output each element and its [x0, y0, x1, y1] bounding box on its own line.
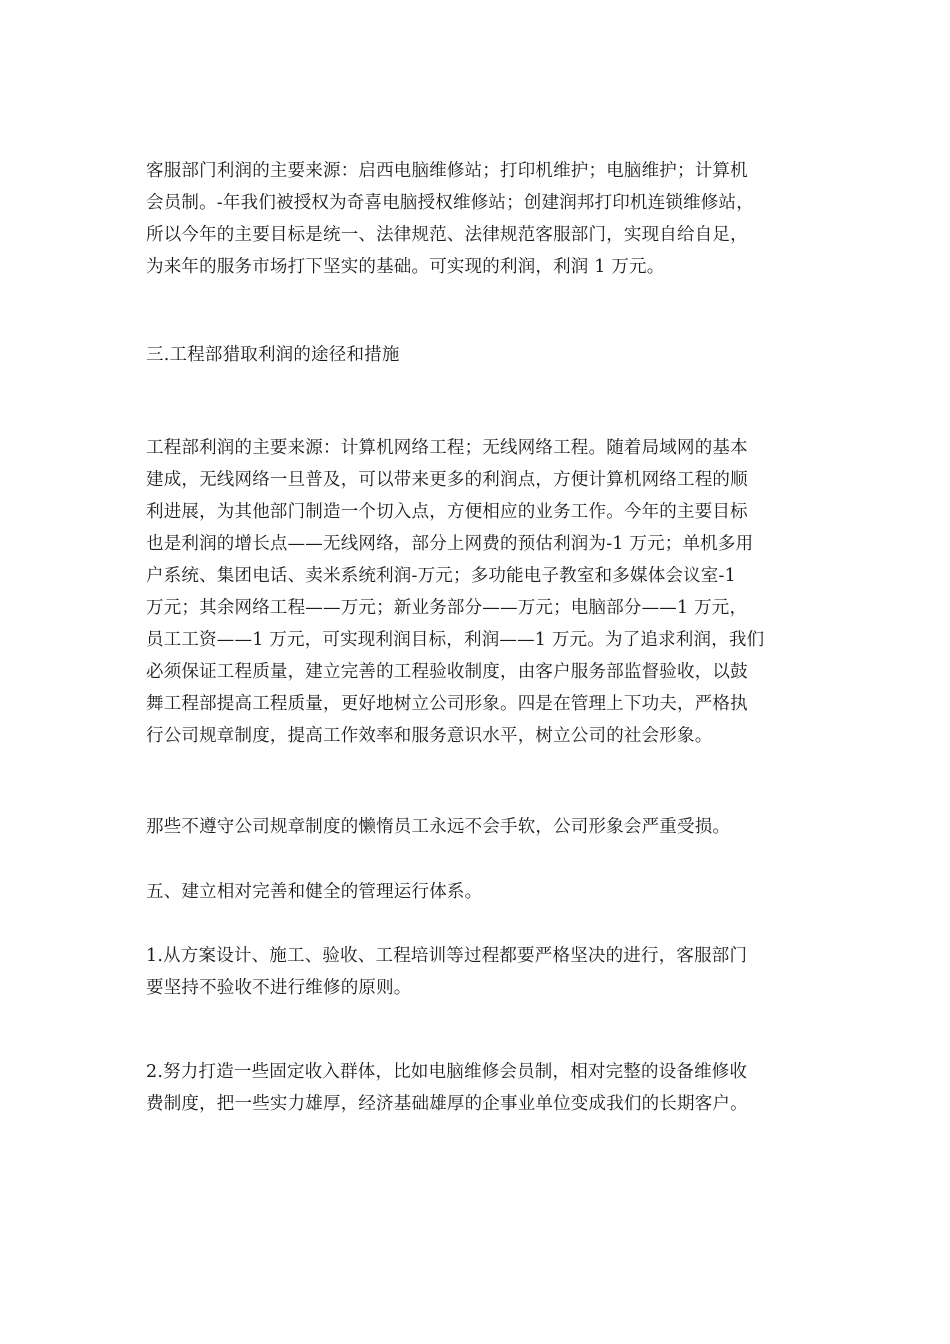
text-line: 建成，无线网络一旦普及，可以带来更多的利润点，方便计算机网络工程的顺 [146, 470, 748, 490]
text-line: 要坚持不验收不进行维修的原则。 [146, 978, 412, 998]
heading-line: 三.工程部猎取利润的途径和措施 [146, 345, 400, 365]
text-line: 行公司规章制度，提高工作效率和服务意识水平，树立公司的社会形象。 [146, 726, 713, 746]
text-line: 那些不遵守公司规章制度的懒惰员工永远不会手软，公司形象会严重受损。 [146, 817, 731, 837]
paragraph-customer-service-profit [146, 155, 808, 283]
paragraph-discipline [146, 811, 808, 843]
text-line: 利进展，为其他部门制造一个切入点，方便相应的业务工作。今年的主要目标 [146, 502, 748, 522]
text-line: 为来年的服务市场打下坚实的基础。可实现的利润，利润 1 万元。 [146, 257, 665, 277]
text-line: 费制度，把一些实力雄厚，经济基础雄厚的企事业单位变成我们的长期客户。 [146, 1094, 748, 1114]
text-line: 万元；其余网络工程——万元；新业务部分——万元；电脑部分——1 万元， [146, 598, 748, 618]
text-line: 1.从方案设计、施工、验收、工程培训等过程都要严格坚决的进行，客服部门 [146, 946, 748, 966]
section-heading-management-system [146, 876, 808, 908]
text-line: 舞工程部提高工程质量，更好地树立公司形象。四是在管理上下功夫，严格执 [146, 694, 748, 714]
text-line: 必须保证工程质量，建立完善的工程验收制度，由客户服务部监督验收，以鼓 [146, 662, 748, 682]
text-line: 会员制。-年我们被授权为奇喜电脑授权维修站；创建润邦打印机连锁维修站， [146, 193, 754, 213]
text-line: 员工工资——1 万元，可实现利润目标，利润——1 万元。为了追求利润，我们 [146, 630, 765, 650]
list-item-2 [146, 1056, 808, 1120]
text-line: 也是利润的增长点——无线网络，部分上网费的预估利润为-1 万元；单机多用 [146, 534, 754, 554]
text-line: 客服部门利润的主要来源：启西电脑维修站；打印机维护；电脑维护；计算机 [146, 161, 748, 181]
list-item-1 [146, 940, 808, 1004]
text-line: 户系统、集团电话、卖米系统利润-万元；多功能电子教室和多媒体会议室-1 [146, 566, 736, 586]
text-line: 2.努力打造一些固定收入群体，比如电脑维修会员制，相对完整的设备维修收 [146, 1062, 748, 1082]
text-line: 工程部利润的主要来源：计算机网络工程；无线网络工程。随着局域网的基本 [146, 438, 748, 458]
text-line: 所以今年的主要目标是统一、法律规范、法律规范客服部门，实现自给自足， [146, 225, 748, 245]
section-heading-engineering [146, 339, 808, 371]
paragraph-engineering-profit [146, 432, 808, 752]
heading-line: 五、建立相对完善和健全的管理运行体系。 [146, 882, 483, 902]
